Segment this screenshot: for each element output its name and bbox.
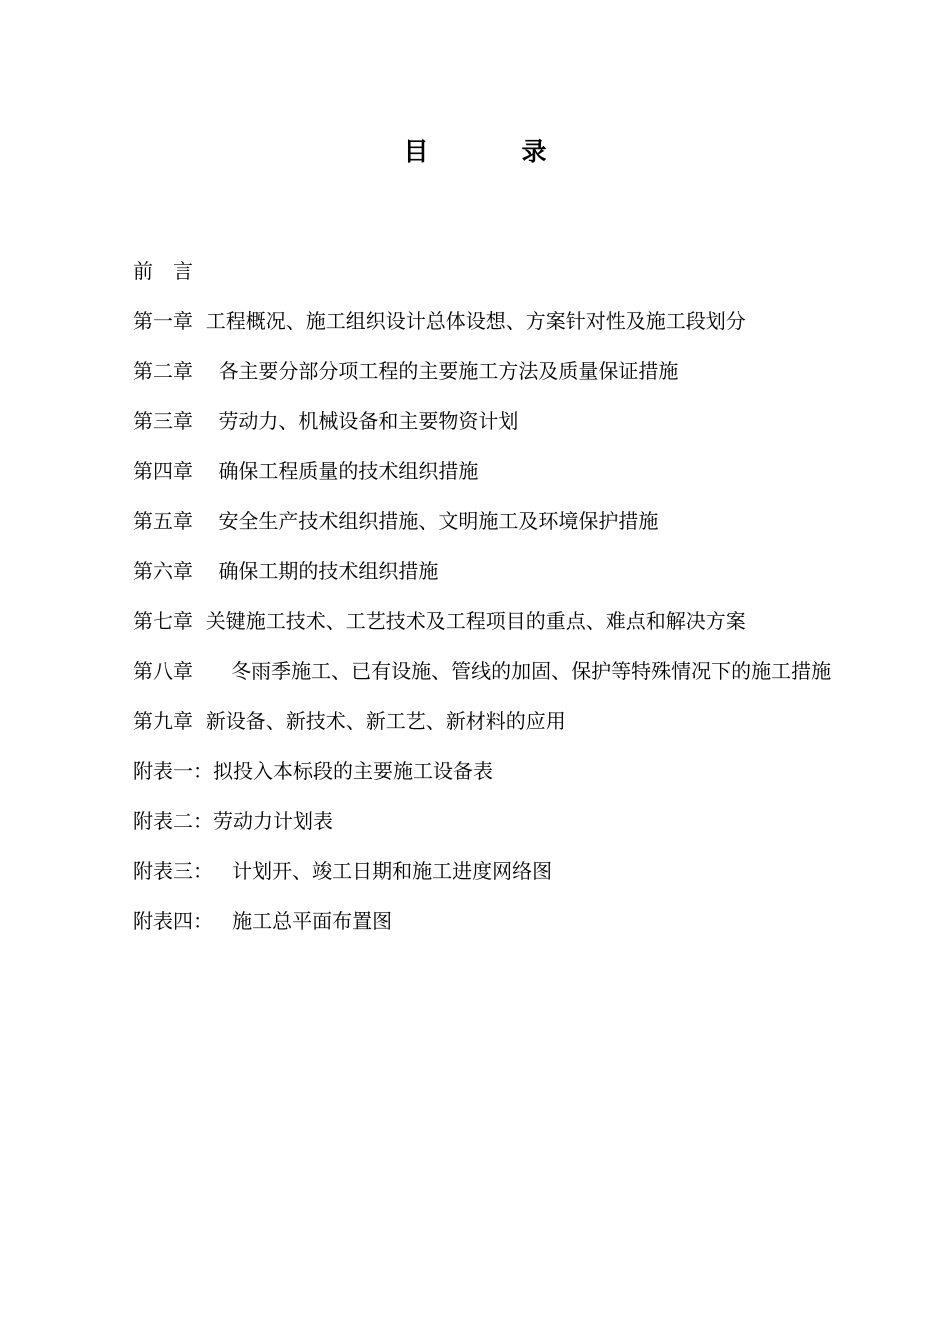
toc-entry-prefix: 第一章	[133, 309, 193, 333]
toc-entry-prefix: 前 言	[133, 259, 193, 283]
toc-entry-prefix: 第三章	[133, 409, 193, 433]
toc-entry-chapter-6	[0, 546, 950, 596]
toc-entry-label: 施工总平面布置图	[232, 909, 393, 933]
toc-entry-label: 确保工期的技术组织措施	[218, 559, 439, 583]
toc-entry-label: 计划开、竣工日期和施工进度网络图	[232, 859, 553, 883]
toc-entry-prefix: 附表四：	[133, 909, 213, 933]
toc-entry-preface	[0, 246, 950, 296]
toc-list	[0, 246, 950, 946]
toc-entry-prefix: 第八章	[133, 659, 193, 683]
toc-entry-prefix: 第五章	[133, 509, 193, 533]
toc-title: 目 录	[403, 137, 581, 166]
toc-entry-label: 冬雨季施工、已有设施、管线的加固、保护等特殊情况下的施工措施	[231, 659, 832, 683]
toc-entry-label: 确保工程质量的技术组织措施	[218, 459, 479, 483]
toc-entry-label: 各主要分部分项工程的主要施工方法及质量保证措施	[218, 359, 679, 383]
toc-entry-label: 新设备、新技术、新工艺、新材料的应用	[205, 709, 566, 733]
toc-entry-prefix: 附表三：	[133, 859, 213, 883]
toc-entry-appendix-2	[0, 796, 950, 846]
toc-entry-label: 劳动力、机械设备和主要物资计划	[218, 409, 519, 433]
toc-entry-prefix: 第二章	[133, 359, 193, 383]
toc-entry-chapter-7	[0, 596, 950, 646]
toc-entry-appendix-1	[0, 746, 950, 796]
toc-entry-prefix: 附表一：	[133, 759, 213, 783]
toc-entry-chapter-9	[0, 696, 950, 746]
toc-entry-prefix: 第九章	[133, 709, 193, 733]
toc-entry-label: 拟投入本标段的主要施工设备表	[213, 759, 493, 783]
toc-entry-chapter-2	[0, 346, 950, 396]
toc-entry-chapter-4	[0, 446, 950, 496]
toc-entry-chapter-1	[0, 296, 950, 346]
toc-entry-label: 劳动力计划表	[213, 809, 333, 833]
toc-entry-prefix: 第四章	[133, 459, 193, 483]
toc-entry-chapter-5	[0, 496, 950, 546]
toc-entry-label: 工程概况、施工组织设计总体设想、方案针对性及施工段划分	[205, 309, 746, 333]
toc-entry-prefix: 附表二：	[133, 809, 213, 833]
toc-entry-prefix: 第六章	[133, 559, 193, 583]
toc-entry-appendix-3	[0, 846, 950, 896]
toc-entry-appendix-4	[0, 896, 950, 946]
toc-entry-chapter-3	[0, 396, 950, 446]
toc-entry-chapter-8	[0, 646, 852, 696]
toc-entry-label: 安全生产技术组织措施、文明施工及环境保护措施	[218, 509, 659, 533]
toc-entry-prefix: 第七章	[133, 609, 193, 633]
toc-entry-label: 关键施工技术、工艺技术及工程项目的重点、难点和解决方案	[205, 609, 746, 633]
